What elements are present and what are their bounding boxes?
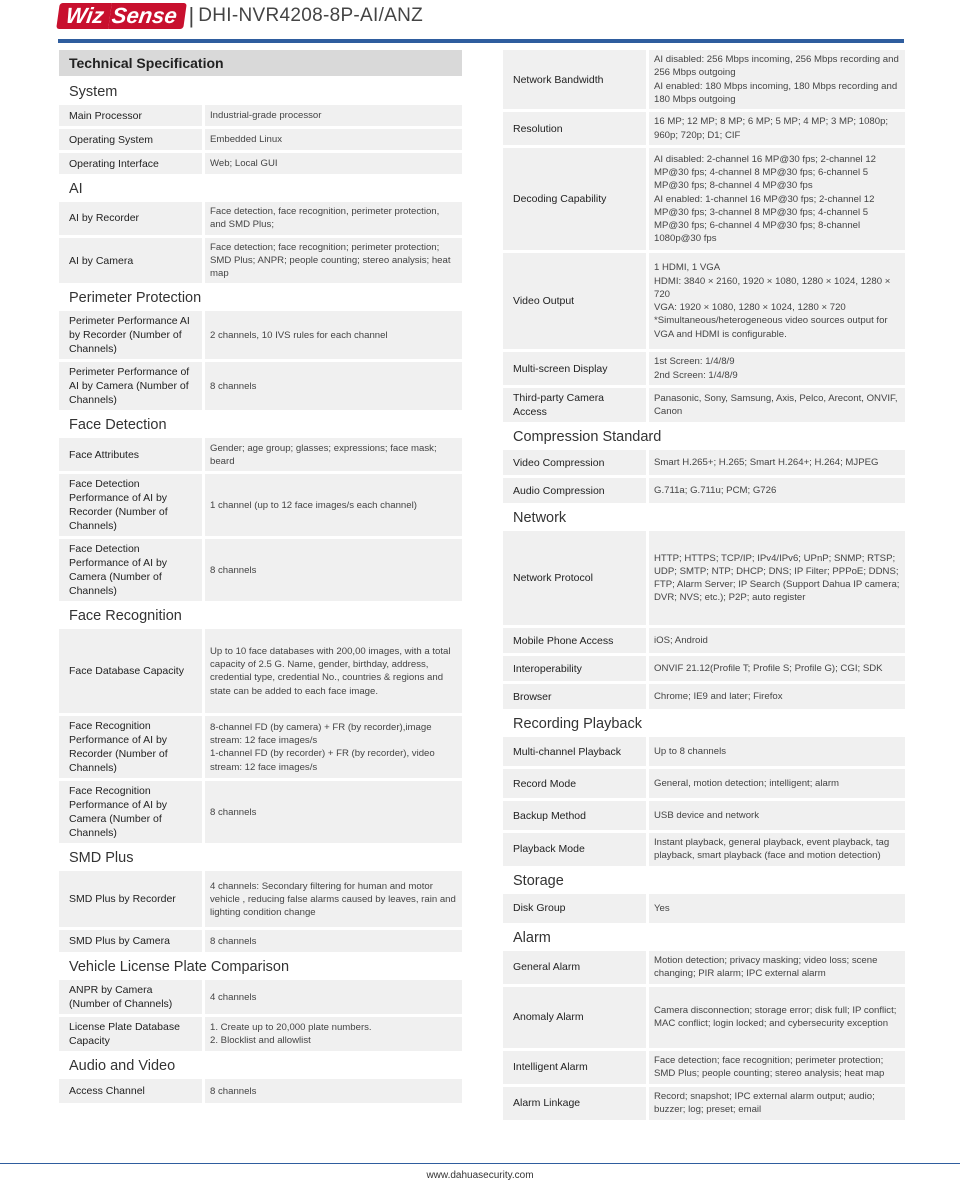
spec-value: 8 channels [205,362,462,410]
spec-value: Instant playback, general playback, event playback, tag playback, smart playback (face and motion detection) [649,833,905,866]
spec-title: Technical Specification [59,50,462,76]
spec-row-smd-plus-by-recorder [59,871,462,927]
section-heading-network: Network [513,510,567,527]
spec-label: Disk Group [503,894,646,923]
spec-value: Face detection; face recognition; perimeter protection; SMD Plus; people counting; stereo analysis; heat map [649,1051,905,1084]
spec-label: Perimeter Performance AI by Recorder (Number of Channels) [59,311,202,359]
spec-label: Network Bandwidth [503,50,646,109]
spec-value: Up to 10 face databases with 200,00 images, with a total capacity of 2.5 G. Name, gender, birthday, address, credential type, credential No., countries & regions and state can be added to each face image. [205,629,462,713]
spec-value: 8 channels [205,1079,462,1103]
spec-value: Smart H.265+; H.265; Smart H.264+; H.264; MJPEG [649,450,905,475]
spec-label: Mobile Phone Access [503,628,646,653]
section-heading-compression-standard: Compression Standard [513,429,662,446]
spec-row-general-alarm [503,951,905,984]
spec-row-face-attributes [59,438,462,471]
section-heading-ai: AI [69,181,83,197]
spec-label: SMD Plus by Camera [59,930,202,952]
logo-sense-text: Sense [108,3,186,29]
spec-value: 8-channel FD (by camera) + FR (by recorder),image stream: 12 face images/s 1-channel FD (by recorder) + FR (by recorder), video stream: 12 face images/s [205,716,462,778]
spec-row-perimeter-performance-of-ai-by-camera-number-of-channels [59,362,462,410]
spec-value: AI disabled: 2-channel 16 MP@30 fps; 2-channel 12 MP@30 fps; 4-channel 8 MP@30 fps; 6-channel 5 MP@30 fps; 8-channel 4 MP@30 fps AI enabled: 1-channel 16 MP@30 fps; 2-channel 12 MP@30 fps; 3-channel 8 MP@30 fps; 4-channel 5 MP@30 fps; 6-channel 4 MP@30 fps; 8-channel 1080p@30 fps [649,148,905,250]
spec-row-smd-plus-by-camera [59,930,462,952]
spec-value: 4 channels: Secondary filtering for human and motor vehicle , reducing false alarms caused by leaves, rain and lighting condition change [205,871,462,927]
section-heading-vehicle-license-plate-comparison: Vehicle License Plate Comparison [69,959,290,976]
spec-row-mobile-phone-access [503,628,905,653]
spec-row-license-plate-database-capacity [59,1017,462,1051]
spec-label: Video Compression [503,450,646,475]
spec-row-resolution [503,112,905,145]
spec-value: Embedded Linux [205,129,462,150]
spec-value: iOS; Android [649,628,905,653]
spec-row-ai-by-camera [59,238,462,284]
spec-label: Face Database Capacity [59,629,202,713]
spec-row-backup-method [503,801,905,830]
spec-label: Face Recognition Performance of AI by Camera (Number of Channels) [59,781,202,843]
spec-row-face-database-capacity [59,629,462,713]
spec-row-audio-compression [503,478,905,503]
spec-label: Alarm Linkage [503,1087,646,1120]
spec-value: Web; Local GUI [205,153,462,174]
spec-row-multi-channel-playback [503,737,905,766]
spec-value: Record; snapshot; IPC external alarm output; audio; buzzer; log; preset; email [649,1087,905,1120]
spec-row-ai-by-recorder [59,202,462,235]
footer-url: www.dahuasecurity.com [426,1170,534,1181]
section-heading-smd-plus: SMD Plus [69,850,134,867]
spec-label: Face Detection Performance of AI by Camera (Number of Channels) [59,539,202,601]
spec-label: Operating System [59,129,202,150]
spec-value: Face detection; face recognition; perimeter protection; SMD Plus; ANPR; people counting; stereo analysis; heat map [205,238,462,284]
spec-label: Multi-channel Playback [503,737,646,766]
page-header [0,0,960,34]
spec-label: Browser [503,684,646,709]
spec-label: AI by Recorder [59,202,202,235]
spec-label: Backup Method [503,801,646,830]
spec-value: 16 MP; 12 MP; 8 MP; 6 MP; 5 MP; 4 MP; 3 MP; 1080p; 960p; 720p; D1; CIF [649,112,905,145]
model-number: DHI-NVR4208-8P-AI/ANZ [198,5,424,26]
spec-row-face-recognition-performance-of-ai-by-camera-number-of-channels [59,781,462,843]
spec-row-record-mode [503,769,905,798]
right-spec-column [503,50,905,1123]
spec-value: 1 HDMI, 1 VGA HDMI: 3840 × 2160, 1920 × 1080, 1280 × 1024, 1280 × 720 VGA: 1920 × 1080, 1280 × 1024, 1280 × 720 *Simultaneous/heterogeneous video sources output for VGA and HDMI is configurable. [649,253,905,349]
spec-row-face-recognition-performance-of-ai-by-recorder-number-of-channels [59,716,462,778]
spec-value: Camera disconnection; storage error; disk full; IP conflict; MAC conflict; login locked; and cybersecurity exception [649,987,905,1048]
spec-label: Interoperability [503,656,646,681]
section-heading-face-recognition: Face Recognition [69,608,182,625]
spec-label: Access Channel [59,1079,202,1103]
spec-value: Yes [649,894,905,923]
spec-value: USB device and network [649,801,905,830]
spec-value: Chrome; IE9 and later; Firefox [649,684,905,709]
spec-label: Resolution [503,112,646,145]
spec-label: Third-party Camera Access [503,388,646,422]
spec-value: Motion detection; privacy masking; video loss; scene changing; PIR alarm; IPC external alarm [649,951,905,984]
spec-label: Anomaly Alarm [503,987,646,1048]
section-heading-storage: Storage [513,872,564,889]
spec-label: Playback Mode [503,833,646,866]
spec-value: General, motion detection; intelligent; alarm [649,769,905,798]
section-heading-system: System [69,84,118,100]
spec-row-network-protocol [503,531,905,625]
spec-row-alarm-linkage [503,1087,905,1120]
spec-row-video-compression [503,450,905,475]
spec-row-operating-system [59,129,462,150]
spec-row-decoding-capability [503,148,905,250]
left-spec-column [59,50,462,1106]
spec-value: Industrial-grade processor [205,105,462,126]
header-rule [58,39,904,43]
spec-value: 1 channel (up to 12 face images/s each channel) [205,474,462,536]
spec-row-main-processor [59,105,462,126]
spec-label: Decoding Capability [503,148,646,250]
spec-row-access-channel [59,1079,462,1103]
spec-row-network-bandwidth [503,50,905,109]
section-heading-alarm: Alarm [513,929,551,946]
spec-row-interoperability [503,656,905,681]
spec-label: General Alarm [503,951,646,984]
spec-label: Main Processor [59,105,202,126]
spec-label: Face Attributes [59,438,202,471]
spec-label: License Plate Database Capacity [59,1017,202,1051]
spec-row-video-output [503,253,905,349]
spec-value: 1. Create up to 20,000 plate numbers. 2. Blocklist and allowlist [205,1017,462,1051]
spec-value: G.711a; G.711u; PCM; G726 [649,478,905,503]
spec-row-face-detection-performance-of-ai-by-recorder-number-of-channels [59,474,462,536]
section-heading-face-detection: Face Detection [69,417,167,434]
spec-value: HTTP; HTTPS; TCP/IP; IPv4/IPv6; UPnP; SNMP; RTSP; UDP; SMTP; NTP; DHCP; DNS; IP Filter; PPPoE; DDNS; FTP; Alarm Server; IP Search (Support Dahua IP camera; DVR; NVS; etc.); P2P; auto register [649,531,905,625]
spec-value: 1st Screen: 1/4/8/9 2nd Screen: 1/4/8/9 [649,352,905,385]
spec-row-perimeter-performance-ai-by-recorder-number-of-channels [59,311,462,359]
footer-rule [0,1163,960,1164]
wizsense-logo [58,2,423,30]
spec-label: Audio Compression [503,478,646,503]
spec-row-multi-screen-display [503,352,905,385]
header-separator: | [188,3,195,28]
spec-row-operating-interface [59,153,462,174]
spec-value: AI disabled: 256 Mbps incoming, 256 Mbps recording and 256 Mbps outgoing AI enabled: 180 Mbps incoming, 180 Mbps recording and 180 Mbps outgoing [649,50,905,109]
spec-label: SMD Plus by Recorder [59,871,202,927]
spec-value: 4 channels [205,980,462,1014]
spec-row-playback-mode [503,833,905,866]
spec-value: Up to 8 channels [649,737,905,766]
spec-label: AI by Camera [59,238,202,284]
spec-value: ONVIF 21.12(Profile T; Profile S; Profile G); CGI; SDK [649,656,905,681]
spec-label: Operating Interface [59,153,202,174]
section-heading-recording-playback: Recording Playback [513,716,642,733]
spec-label: Multi-screen Display [503,352,646,385]
spec-value: Face detection, face recognition, perimeter protection, and SMD Plus; [205,202,462,235]
spec-label: Face Recognition Performance of AI by Recorder (Number of Channels) [59,716,202,778]
spec-row-face-detection-performance-of-ai-by-camera-number-of-channels [59,539,462,601]
spec-value: 8 channels [205,539,462,601]
spec-row-anomaly-alarm [503,987,905,1048]
spec-label: Face Detection Performance of AI by Recorder (Number of Channels) [59,474,202,536]
spec-row-intelligent-alarm [503,1051,905,1084]
spec-row-anpr-by-camera-number-of-channels [59,980,462,1014]
spec-label: Intelligent Alarm [503,1051,646,1084]
spec-label: Network Protocol [503,531,646,625]
spec-value: Gender; age group; glasses; expressions; face mask; beard [205,438,462,471]
spec-label: Record Mode [503,769,646,798]
spec-label: Perimeter Performance of AI by Camera (Number of Channels) [59,362,202,410]
spec-value: 8 channels [205,930,462,952]
section-heading-audio-and-video: Audio and Video [69,1058,176,1075]
logo-wiz-text: Wiz [56,3,111,29]
spec-value: 8 channels [205,781,462,843]
spec-row-disk-group [503,894,905,923]
spec-value: 2 channels, 10 IVS rules for each channel [205,311,462,359]
spec-row-third-party-camera-access [503,388,905,422]
section-heading-perimeter-protection: Perimeter Protection [69,290,202,307]
spec-label: ANPR by Camera (Number of Channels) [59,980,202,1014]
spec-label: Video Output [503,253,646,349]
spec-value: Panasonic, Sony, Samsung, Axis, Pelco, Arecont, ONVIF, Canon [649,388,905,422]
spec-row-browser [503,684,905,709]
